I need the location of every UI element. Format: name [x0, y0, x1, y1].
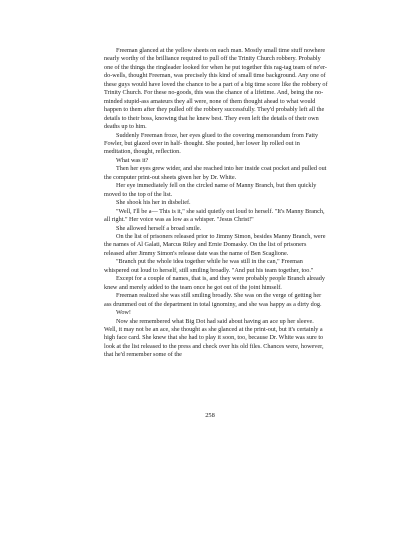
paragraph: Freeman realized she was still smiling broadly. She was on the verge of getting her ass drummed out of the department in total ignominy, and she was happy as a dirty dog. — [104, 292, 322, 308]
paragraph: She shook his her in disbelief. — [116, 199, 191, 207]
paragraph: "Well, I'll be a— This is it," she said quietly out loud to herself. "It's Manny Branch, all right." Her voice was as low as a whisper. "Jesus Christ!" — [104, 207, 325, 224]
page-number: 258 — [205, 412, 215, 419]
paragraph: Then her eyes grew wider, and she reached into her inside coat pocket and pulled out the computer print-out sheets given her by Dr. White. — [104, 165, 327, 181]
paragraph: On the list of prisoners released prior to Jimmy Simon, besides Manny Branch, were the names of Al Galati, Marcus Riley and Ernie Domasky. On the list of prisoners released after Jimmy Simon's release date was the name of Ben Scaglione. — [104, 232, 326, 257]
body-text — [104, 47, 328, 360]
paragraph: She allowed herself a broad smile. — [116, 224, 202, 232]
paragraph: What was it? — [116, 156, 149, 164]
paragraph: Her eye immediately fell on the circled name of Manny Branch, but then quickly moved to the top of the list. — [104, 182, 317, 198]
paragraph: Now she remembered what Big Dot had said about having an ace up her sleeve. Well, it may not be an ace, she thought as she glanced at the print-out, but it's certainly a high face card. She knew that she had to play it soon, too, because Dr. White was sure to look at the list released to the press and check over his old files. Chances were, however, that he'd remember some of the — [104, 317, 324, 359]
paragraph: Except for a couple of names, that is, and they were probably people Branch already knew and merely added to the team once he got out of the joint himself. — [104, 275, 325, 291]
paragraph: Suddenly Freeman froze, her eyes glued to the covering memorandum from Fatty Fowler, but glazed over in half- thought. She pouted, her lower lip rolled out in meditation, thought, reflection. — [104, 131, 319, 156]
paragraph: Wow! — [116, 309, 131, 317]
paragraph: Freeman glanced at the yellow sheets on each man. Mostly small time stuff nowhere nearly worthy of the brilliance required to pull off the Trinity Church robbery. Probably one of the things the ringleader looked for when he put together this rag-tag team of ne'er-do-wells, thought Freeman, was precisely this kind of small time background. Any one of these guys would have loved the chance to be a part of a big time score like the robbery of Trinity Church. For these no-goods, this was the chance of a lifetime. And, being the no-minded stupid-ass amateurs they all were, none of them thought ahead to what would happen to them after they pulled off the robbery successfully. They'd probably left all the details to their boss, knowing that he knew best. They even left the details of their own deaths up to him. — [104, 47, 328, 131]
paragraph: "Branch put the whole idea together while he was still in the can," Freeman whispered out loud to herself, still smiling broadly. "And put his team together, too." — [104, 258, 314, 274]
